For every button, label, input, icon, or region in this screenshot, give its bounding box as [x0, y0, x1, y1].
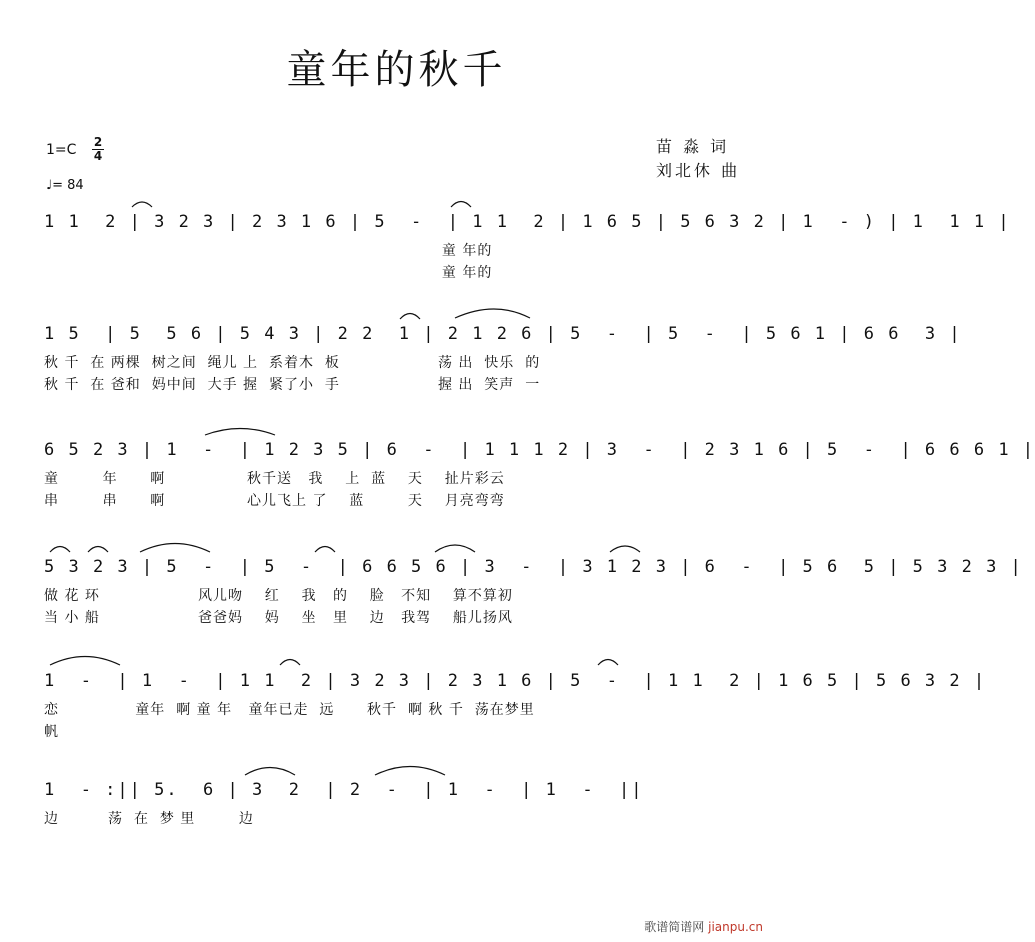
slur	[400, 314, 420, 320]
lyrics-verse-2: 秋 千 在 爸和 妈中间 大手 握 紧了小 手 握 出 笑声 一	[44, 377, 541, 393]
lyrics-verse-2: 童 年的	[44, 265, 493, 281]
lyricist-credit: 苗 淼 词	[656, 137, 730, 156]
notes-line: 1 - :|| 5. 6 | 3 2 | 2 - | 1 - | 1 - ||	[44, 780, 644, 800]
slur	[280, 660, 300, 666]
tempo-value: = 84	[52, 178, 84, 193]
slur	[50, 547, 70, 553]
notes-line: 1 5 | 5 5 6 | 5 4 3 | 2 2 1 | 2 1 2 6 | 5 - | 5 - | 5 6 1 | 6 6 3 |	[44, 324, 962, 344]
composer-credit: 刘北休 曲	[656, 161, 741, 180]
quarter-note-icon: ♩	[46, 178, 53, 193]
slur	[455, 309, 530, 318]
slur	[598, 660, 618, 666]
lyrics-verse-1: 做 花 环 风儿吻 红 我 的 脸 不知 算不算初	[44, 588, 513, 604]
lyrics-verse-1: 童 年 啊 秋千送 我 上 蓝 天 扯片彩云	[44, 471, 505, 487]
slur	[88, 547, 108, 553]
lyrics-verse-1: 童 年的	[44, 243, 493, 259]
slur	[132, 202, 152, 207]
slur	[451, 202, 471, 208]
watermark-en: jianpu.cn	[708, 920, 763, 934]
notes-line: 1 - | 1 - | 1 1 2 | 3 2 3 | 2 3 1 6 | 5 - | 1 1 2 | 1 6 5 | 5 6 3 2 |	[44, 671, 987, 691]
time-signature-top: 2	[93, 135, 103, 149]
site-watermark	[644, 918, 763, 935]
notes-line: 6 5 2 3 | 1 - | 1 2 3 5 | 6 - | 1 1 1 2 | 3 - | 2 3 1 6 | 5 - | 6 6 6 1 |	[44, 440, 1035, 460]
slur	[245, 768, 295, 776]
key-signature: 1=C	[46, 142, 77, 158]
watermark-cn: 歌谱简谱网	[644, 920, 705, 934]
slur	[50, 657, 120, 666]
notes-line: 1 1 2 | 3 2 3 | 2 3 1 6 | 5 - | 1 1 2 | 1 6 5 | 5 6 3 2 | 1 - ) | 1 1 1 |	[44, 212, 1011, 232]
lyrics-verse-1: 恋 童年 啊 童 年 童年已走 远 秋千 啊 秋 千 荡在梦里	[44, 702, 535, 718]
slur	[435, 545, 475, 552]
slur	[375, 767, 445, 776]
slur	[610, 546, 640, 552]
slur	[205, 429, 275, 436]
lyrics-verse-2: 帆	[44, 724, 59, 740]
time-signature-bottom: 4	[93, 149, 103, 163]
slur	[140, 544, 210, 553]
slur	[315, 547, 335, 553]
lyrics-verse-1: 秋 千 在 两棵 树之间 绳儿 上 系着木 板 荡 出 快乐 的	[44, 355, 541, 371]
lyrics-verse-2: 串 串 啊 心儿飞上 了 蓝 天 月亮弯弯	[44, 493, 505, 509]
page-title: 童年的秋千	[286, 47, 507, 93]
notes-line: 5 3 2 3 | 5 - | 5 - | 6 6 5 6 | 3 - | 3 1 2 3 | 6 - | 5 6 5 | 5 3 2 3 |	[44, 557, 1023, 577]
lyrics-verse-1: 边 荡 在 梦 里 边	[44, 811, 254, 827]
lyrics-verse-2: 当 小 船 爸爸妈 妈 坐 里 边 我驾 船儿扬风	[44, 610, 513, 626]
